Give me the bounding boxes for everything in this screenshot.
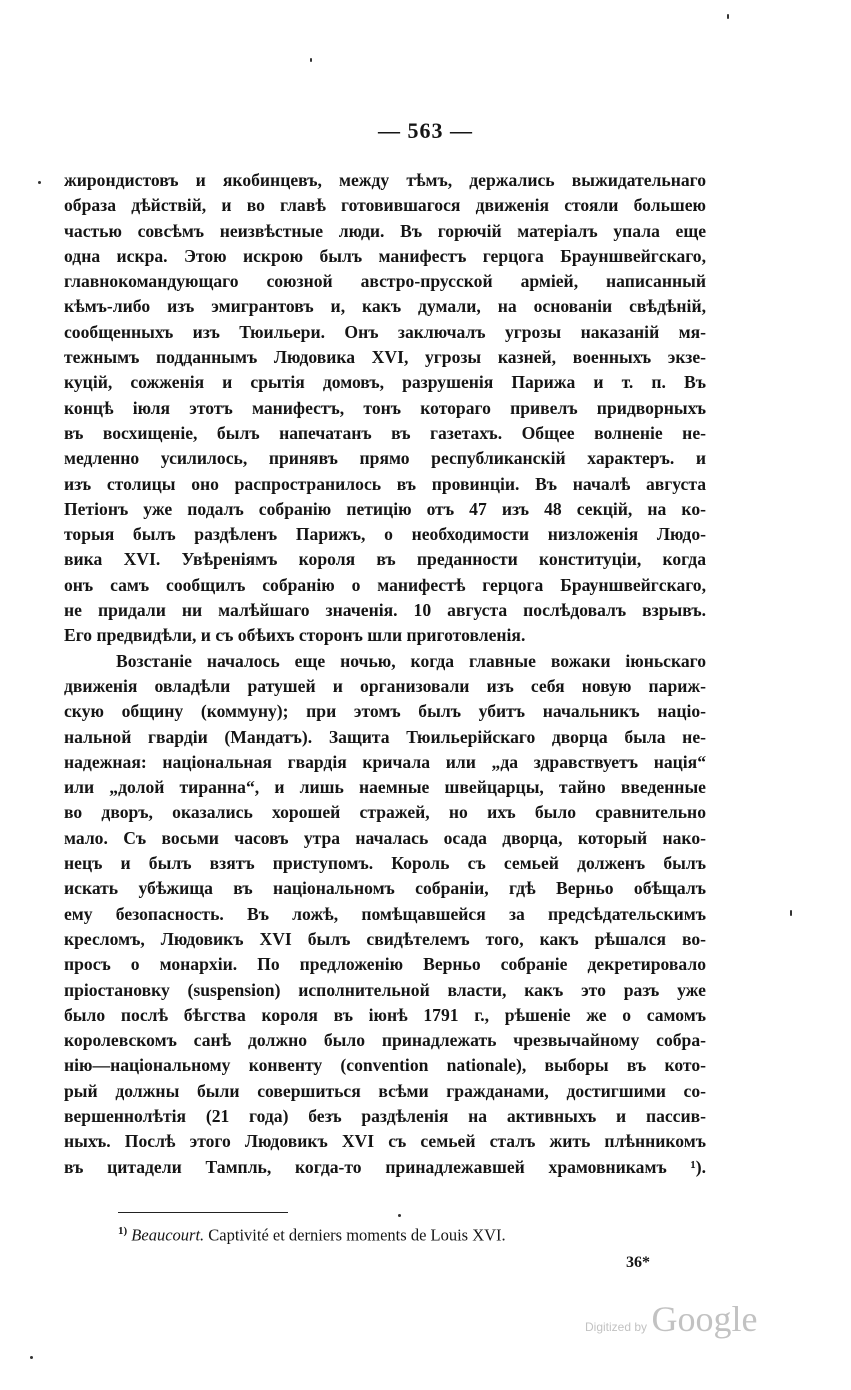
scan-speck [790, 910, 792, 916]
text-line: въ восхищеніе, былъ напечатанъ въ газетахъ. Общее волненіе не- [64, 422, 706, 443]
text-line: жирондистовъ и якобинцевъ, между тѣмъ, держались выжидательнаго [64, 170, 706, 190]
text-line: мало. Съ восьми часовъ утра началась осада дворца, который нако- [64, 827, 706, 848]
text-line: было послѣ бѣгства короля въ іюнѣ 1791 г., рѣшеніе же о самомъ [64, 1004, 706, 1025]
watermark-prefix: Digitized by [585, 1320, 648, 1334]
text-line: онъ самъ сообщилъ собранію о манифестѣ герцога Брауншвейгскаго, [64, 574, 706, 595]
text-line: Петіонъ уже подалъ собранію петицію отъ 47 изъ 48 секцій, на ко- [64, 498, 706, 519]
text-line: Возстаніе началось еще ночью, когда главные вожаки іюньскаго [116, 650, 706, 671]
text-line: ныхъ. Послѣ этого Людовикъ XVI съ семьей сталъ жить плѣнникомъ [64, 1131, 706, 1152]
footnote-title: Captivité et derniers moments de Louis XVI. [208, 1225, 506, 1245]
text-line: не придали ни малѣйшаго значенія. 10 августа послѣдовалъ взрывъ. [64, 600, 706, 621]
text-line: просъ о монархіи. По предложенію Верньо собраніе декретировало [64, 954, 706, 975]
text-line: тежнымъ подданнымъ Людовика XVI, угрозы казней, военныхъ экзе- [64, 347, 706, 368]
footnote-divider [118, 1212, 288, 1213]
text-line: Его предвидѣли, и съ обѣихъ сторонъ шли приготовленія. [64, 625, 526, 646]
text-line: во дворъ, оказались хорошей стражей, но ихъ было сравнительно [64, 802, 706, 823]
text-line: искать убѣжища въ національномъ собраніи, гдѣ Верньо обѣщалъ [64, 878, 706, 899]
scan-speck [310, 58, 312, 62]
google-logo: Google [651, 1299, 758, 1339]
scan-speck [30, 1356, 33, 1359]
footnote [118, 1225, 506, 1246]
text-line: кресломъ, Людовикъ XVI былъ свидѣтелемъ того, какъ рѣшался во- [64, 928, 706, 949]
text-line: королевскомъ санѣ должно было принадлежать чрезвычайному собра- [64, 1030, 706, 1051]
footnote-marker: 1) [118, 1225, 128, 1237]
text-line: концѣ іюля этотъ манифестъ, тонъ котораго привелъ придворныхъ [64, 397, 706, 418]
text-line: куцій, сожженія и срытія домовъ, разрушенія Парижа и т. п. Въ [64, 372, 706, 393]
text-line: надежная: національная гвардія кричала или „да здравствуетъ нація“ [64, 751, 706, 772]
body-text [64, 168, 706, 1180]
text-line: нецъ и былъ взятъ приступомъ. Король съ семьей долженъ былъ [64, 853, 706, 874]
text-line: нальной гвардіи (Мандатъ). Защита Тюильерійскаго дворца была не- [64, 726, 706, 747]
text-line: главнокомандующаго союзной австро-прусской арміей, написанный [64, 271, 706, 292]
page-number: — 563 — [378, 118, 473, 143]
text-line: движенія овладѣли ратушей и организовали изъ себя новую париж- [64, 675, 706, 696]
text-line: нію—національному конвенту (convention nationale), выборы въ кото- [64, 1055, 706, 1076]
text-line: или „долой тиранна“, и лишь наемные швейцарцы, тайно введенные [64, 777, 706, 798]
text-line: вика XVI. Увѣреніямъ короля въ преданности конституціи, когда [64, 549, 706, 570]
digitized-watermark [585, 1298, 757, 1340]
text-line: изъ столицы оно распространилось въ провинціи. Въ началѣ августа [64, 473, 706, 494]
text-line: образа дѣйствій, и во главѣ готовившагося движенія стояли большею [64, 195, 706, 216]
scan-speck [398, 1214, 401, 1217]
text-line: медленно усилилось, принявъ прямо республиканскій характеръ. и [64, 448, 706, 469]
text-line: въ цитадели Тампль, когда-то принадлежавшей храмовникамъ ¹). [64, 1156, 706, 1177]
signature-mark: 36* [626, 1254, 650, 1271]
text-line: кѣмъ-либо изъ эмигрантовъ и, какъ думали, на основаніи свѣдѣній, [64, 296, 706, 317]
scan-speck [38, 181, 41, 184]
text-line: пріостановку (suspension) исполнительной власти, какъ это разъ уже [64, 979, 706, 1000]
footnote-author: Beaucourt. [131, 1225, 205, 1245]
text-line: рый должны были совершиться всѣми гражданами, достигшими со- [64, 1080, 706, 1101]
scan-speck [727, 14, 729, 19]
text-line: торыя былъ раздѣленъ Парижъ, о необходимости низложенія Людо- [64, 524, 706, 545]
text-line: частью совсѣмъ неизвѣстные люди. Въ горючій матеріалъ упала еще [64, 220, 706, 241]
text-line: одна искра. Этою искрою былъ манифестъ герцога Брауншвейгскаго, [64, 245, 706, 266]
text-line: скую общину (коммуну); при этомъ былъ убитъ начальникъ націо- [64, 701, 706, 722]
text-line: вершеннолѣтія (21 года) безъ раздѣленія на активныхъ и пассив- [64, 1105, 706, 1126]
text-line: ему безопасность. Въ ложѣ, помѣщавшейся за предсѣдательскимъ [64, 903, 706, 924]
text-line: сообщенныхъ изъ Тюильери. Онъ заключалъ угрозы наказаній мя- [64, 321, 706, 342]
